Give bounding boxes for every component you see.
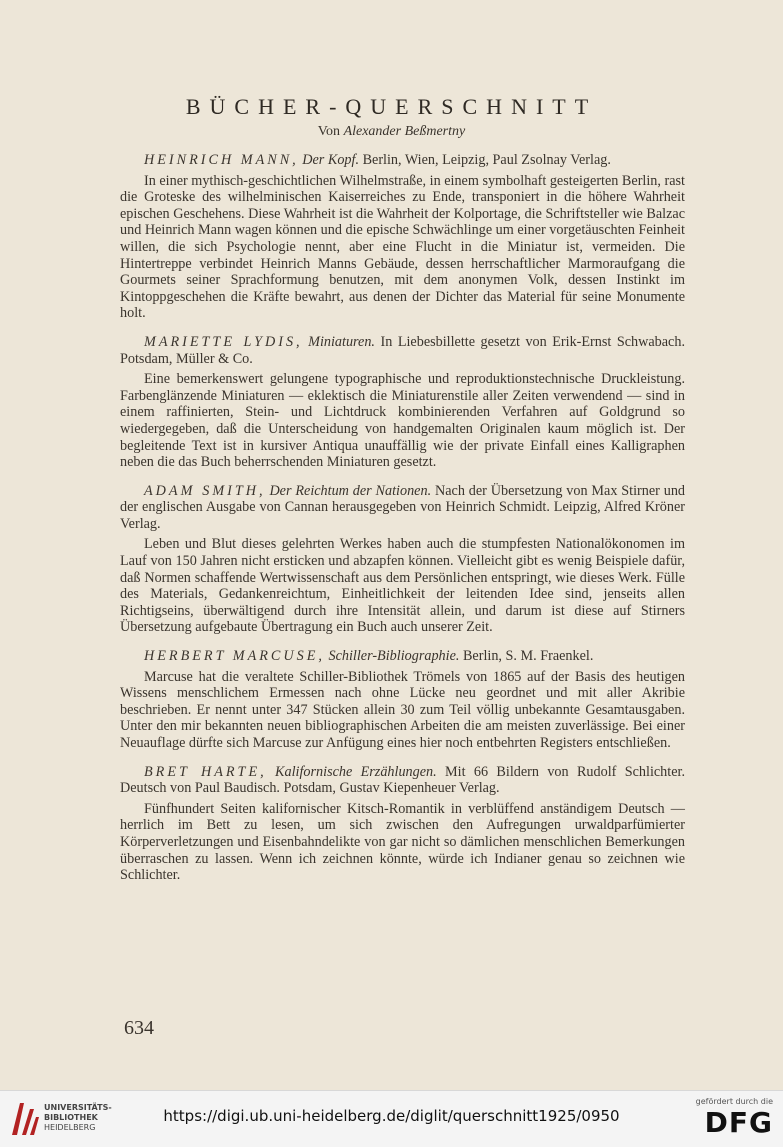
review-entry bbox=[120, 648, 685, 752]
review-details: In Liebesbillette gesetzt von Erik-Ernst Schwabach. Potsdam, Müller & Co. bbox=[120, 333, 685, 367]
byline bbox=[0, 124, 783, 140]
review-body: Fünfhundert Seiten kalifornischer Kitsch-Romantik in verblüffend anständigem Deutsch — herrlich im Bett zu lesen, um sich zwischen den Aufregungen urwaldparfümierter Körperverletzungen und Eisenbahndelikte von gar nicht so dämlichen menschlichen Bemerkungen überraschen zu lassen. Wenn ich zeichnen könnte, würde ich Indianer genau so zeichnen wie Schlichter. bbox=[120, 800, 685, 884]
review-body: Leben und Blut dieses gelehrten Werkes haben auch die stumpfesten Nationalökonomen im Lauf von 150 Jahren nicht ersticken und abzapfen können. Vielleicht gibt es wenig Beispiele dafür, daß Normen schaffende Wertwissenschaft aus dem Persönlichen entspringt, wie dieses Werk. Fülle des Materials, Gedankenreichtum, Einheitlichkeit der leitenden Idee sind, jenseits allen Richtigseins, überwältigend durch ihre Intensität allein, und darum ist diese auf Stirners Übersetzung aufgebaute Übertragung ein Buch auch unserer Zeit. bbox=[120, 536, 685, 636]
review-details: Mit 66 Bildern von Rudolf Schlichter. Deutsch von Paul Baudisch. Potsdam, Gustav Kiepenheuer Verlag. bbox=[120, 763, 686, 797]
review-details: Berlin, Wien, Leipzig, Paul Zsolnay Verlag. bbox=[362, 152, 611, 168]
review-entry bbox=[120, 152, 685, 322]
reviews-column bbox=[120, 152, 685, 896]
review-entry bbox=[120, 334, 685, 471]
review-header bbox=[120, 334, 685, 367]
university-name-line: HEIDELBERG bbox=[44, 1123, 96, 1132]
review-author: HEINRICH MANN, bbox=[144, 152, 299, 168]
byline-prefix: Von bbox=[317, 124, 341, 139]
sponsor-note: gefördert durch die bbox=[695, 1097, 773, 1106]
review-author: BRET HARTE, bbox=[144, 763, 267, 780]
byline-author: Alexander Beßmertny bbox=[343, 124, 466, 139]
university-name-line: BIBLIOTHEK bbox=[44, 1113, 98, 1122]
review-work-title: Der Kopf. bbox=[302, 152, 360, 168]
review-entry bbox=[120, 483, 685, 636]
review-author: MARIETTE LYDIS, bbox=[144, 333, 303, 350]
review-author: HERBERT MARCUSE, bbox=[144, 648, 325, 665]
review-header bbox=[120, 483, 685, 533]
viewer-footer bbox=[0, 1090, 783, 1147]
review-work-title: Miniaturen. bbox=[308, 333, 375, 350]
review-work-title: Schiller-Bibliographie. bbox=[328, 648, 460, 665]
page-title: BÜCHER-QUERSCHNITT bbox=[185, 94, 598, 119]
permalink-url[interactable]: https://digi.ub.uni-heidelberg.de/diglit/querschnitt1925/0950 bbox=[163, 1107, 620, 1125]
review-header bbox=[120, 648, 685, 665]
university-name-line: UNIVERSITÄTS- bbox=[44, 1103, 112, 1112]
review-body: In einer mythisch-geschichtlichen Wilhelmstraße, in einem symbolhaft gesteigerten Berlin, rast die Groteske des wilhelminischen Kaiserreiches zu Ende, transponiert in die höhere Wahrheit epischen Geschehens. Diese Wahrheit ist die Wahrheit der Kolportage, die Schriftsteller wie Balzac und Heinrich Mann wagen können und die epische Schwächlinge um einer vorgetäuschten Feinheit willen, die sich Psychologie nennt, aber eine Flucht in die Miniatur ist, vermeiden. Die Hintertreppe verbindet Heinrich Manns Gebäude, dessen herrschaftlicher Marmoraufgang die Gourmets seiner Sprachformung benutzen, mit dem anonymen Volk, dessen Instinkt im Kintoppgeschehen die Kräfte bewahrt, aus denen der Dichter das Material für seine Monumente holt. bbox=[120, 172, 685, 322]
dfg-logo[interactable]: DFG bbox=[704, 1106, 773, 1139]
review-details: Berlin, S. M. Fraenkel. bbox=[462, 648, 594, 665]
review-author: ADAM SMITH, bbox=[144, 482, 266, 499]
review-body: Eine bemerkenswert gelungene typographische und reproduktionstechnische Druckleistung. Farbenglänzende Miniaturen — eklektisch die Miniaturenstile aller Zeiten verwendend — sind in einem raffinierten, Stein- und Lichtdruck kombinierenden Verfahren auf Goldgrund so wiedergegeben, daß die Unterscheidung von handgemalten Originalen kaum möglich ist. Der begleitende Text ist in kursiver Antiqua unauffällig wie der private Einfall eines Kalligraphen neben die das Buch beherrschenden Miniaturen gesetzt. bbox=[120, 371, 685, 471]
review-header bbox=[120, 764, 685, 797]
review-details: Nach der Übersetzung von Max Stirner und der englischen Ausgabe von Cannan herausgegeben von Heinrich Schmidt. Leipzig, Alfred Kröner Verlag. bbox=[120, 482, 686, 532]
review-entry bbox=[120, 764, 685, 884]
review-work-title: Der Reichtum der Nationen. bbox=[269, 482, 432, 499]
review-header bbox=[120, 152, 685, 169]
page-number: 634 bbox=[124, 1017, 154, 1039]
review-body: Marcuse hat die veraltete Schiller-Bibliothek Trömels von 1865 auf der Basis des heutigen Wissens menschlichem Ermessen nach ohne Lücke neu geordnet und mit aller Akribie beschrieben. Er nennt unter 347 Stücken allein 30 zum Teil völlig unbekannte Gesamtausgaben. Unter den mir bekannten neuen bibliographischen Arbeiten die am meisten zuverlässige. Bei einer Neuauflage dürfte sich Marcuse zur Anfügung eines hier noch entbehrten Registers entschließen. bbox=[120, 668, 685, 751]
review-work-title: Kalifornische Erzählungen. bbox=[275, 763, 437, 780]
